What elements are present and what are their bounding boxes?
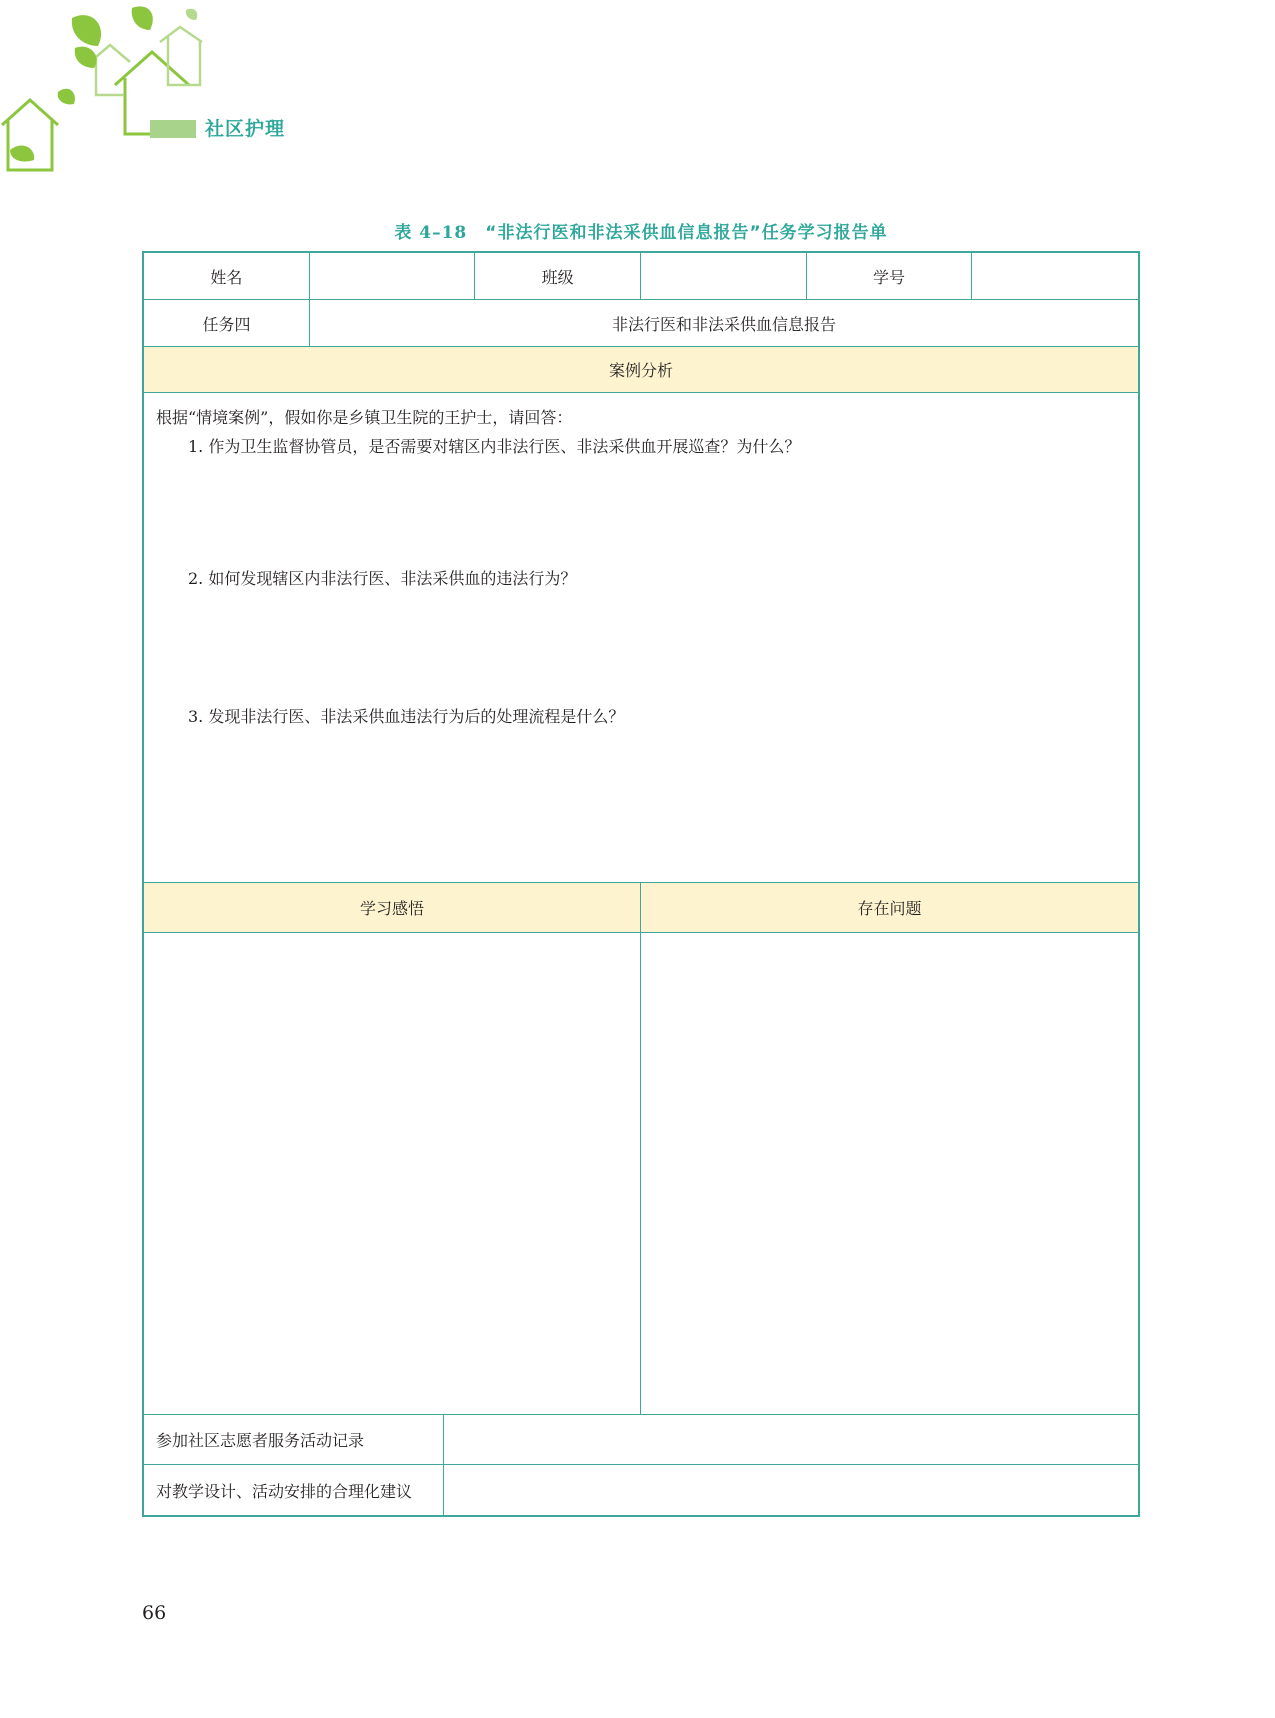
page-number: 66 [142,1602,167,1624]
task-label: 任务四 [144,300,310,346]
table-number: 表 4–18 [394,223,468,243]
student-id-label: 学号 [807,253,973,299]
problems-header: 存在问题 [857,899,922,918]
table-title: “非法行医和非法采供血信息报告”任务学习报告单 [485,223,888,243]
table-caption [142,218,1140,243]
case-analysis-header: 案例分析 [608,361,673,380]
class-label: 班级 [475,253,641,299]
reflection-problems-header-row [144,883,1138,933]
student-info-row [144,253,1138,300]
student-id-field[interactable] [972,253,1138,299]
reflection-answer-area[interactable] [144,933,641,1414]
task-row [144,300,1138,347]
chapter-marker-bar [150,120,196,138]
header-house-leaves-illustration [0,0,220,175]
case-questions-area[interactable] [144,393,1138,883]
question-2: 2. 如何发现辖区内非法行医、非法采供血的违法行为？ [188,569,577,588]
class-field[interactable] [641,253,807,299]
suggestion-row [144,1465,1138,1515]
case-intro: 根据“情境案例”，假如你是乡镇卫生院的王护士，请回答： [156,408,573,427]
suggestion-field[interactable] [444,1465,1138,1515]
name-label: 姓名 [144,253,310,299]
volunteer-row [144,1415,1138,1465]
reflection-header: 学习感悟 [144,883,641,932]
volunteer-field[interactable] [444,1415,1138,1464]
problems-answer-area[interactable] [641,933,1138,1414]
name-field[interactable] [310,253,476,299]
chapter-title: 社区护理 [205,118,286,140]
case-analysis-header-row [144,347,1138,393]
question-3: 3. 发现非法行医、非法采供血违法行为后的处理流程是什么？ [188,707,625,726]
suggestion-label: 对教学设计、活动安排的合理化建议 [144,1465,444,1515]
volunteer-label: 参加社区志愿者服务活动记录 [144,1415,444,1464]
question-1: 1. 作为卫生监督协管员，是否需要对辖区内非法行医、非法采供血开展巡查？为什么？ [188,437,801,456]
report-form-table [142,251,1140,1517]
task-name: 非法行医和非法采供血信息报告 [611,314,836,334]
reflection-problems-body-row [144,933,1138,1415]
